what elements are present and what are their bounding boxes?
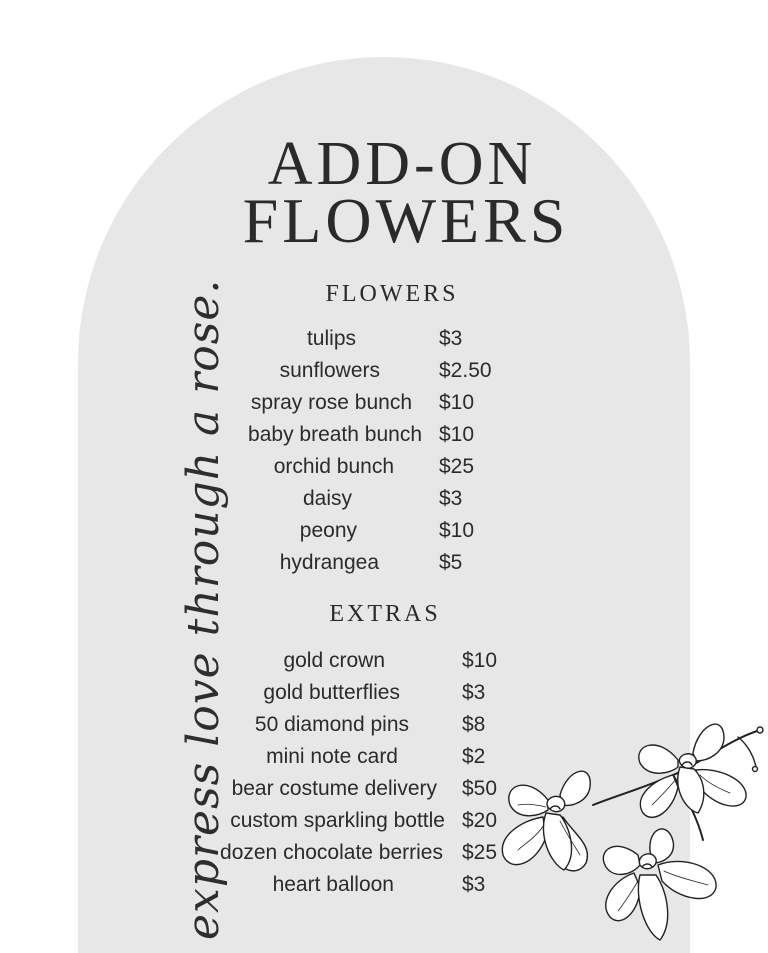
item-name: orchid bunch <box>273 455 394 478</box>
item-name: peony <box>299 519 357 542</box>
item-name: 50 diamond pins <box>254 713 409 736</box>
item-name: bear costume delivery <box>231 777 437 800</box>
item-name: mini note card <box>266 745 398 768</box>
item-price: $50 <box>462 777 498 800</box>
item-name: baby breath bunch <box>248 423 422 446</box>
list-item <box>0 387 768 419</box>
item-name: heart balloon <box>272 873 394 896</box>
item-name: tulips <box>306 327 356 350</box>
item-name: custom sparkling bottle <box>230 809 445 832</box>
orchid-illustration-icon <box>498 705 768 953</box>
list-item <box>0 323 768 355</box>
extras-heading: EXTRAS <box>329 601 441 627</box>
item-name: spray rose bunch <box>250 391 412 414</box>
list-item <box>0 419 768 451</box>
list-item <box>0 515 768 547</box>
page-title-line-1: ADD-ON <box>267 130 537 198</box>
item-price: $25 <box>439 455 475 478</box>
item-price: $10 <box>439 519 475 542</box>
list-item <box>0 451 768 483</box>
list-item <box>0 355 768 387</box>
flowers-heading: FLOWERS <box>325 281 459 307</box>
item-price: $8 <box>462 713 486 736</box>
item-price: $10 <box>439 423 475 446</box>
page-title-line-2: FLOWERS <box>242 185 570 256</box>
item-name: gold crown <box>283 649 385 672</box>
list-item <box>0 483 768 515</box>
item-price: $25 <box>462 841 498 864</box>
item-name: hydrangea <box>279 551 379 574</box>
item-name: dozen chocolate berries <box>220 841 443 864</box>
item-price: $10 <box>462 649 498 672</box>
item-price: $3 <box>462 681 486 704</box>
item-name: daisy <box>302 487 352 510</box>
item-price: $20 <box>462 809 498 832</box>
item-price: $5 <box>439 551 463 574</box>
item-name: sunflowers <box>279 359 380 382</box>
item-price: $3 <box>439 487 463 510</box>
item-price: $3 <box>462 873 486 896</box>
item-price: $2.50 <box>439 359 492 382</box>
item-name: gold butterflies <box>263 681 400 704</box>
item-price: $10 <box>439 391 475 414</box>
list-item <box>0 645 768 677</box>
list-item <box>0 547 768 579</box>
item-price: $3 <box>439 327 463 350</box>
side-script-text: express love through a rose. <box>178 278 229 940</box>
item-price: $2 <box>462 745 486 768</box>
